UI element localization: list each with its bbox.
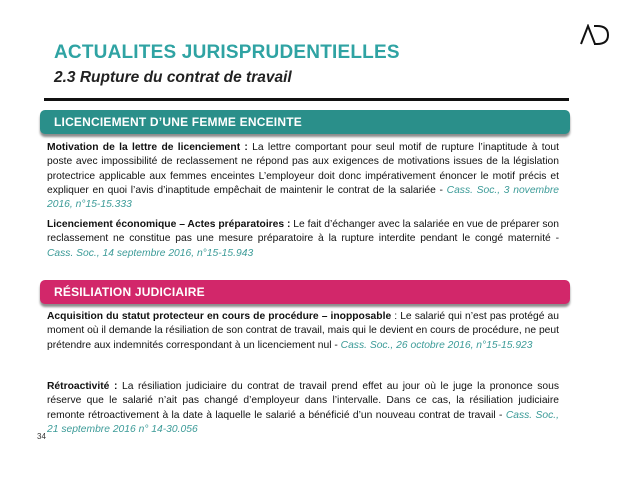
paragraph-protected-status bbox=[47, 310, 559, 353]
paragraph-lead: Acquisition du statut protecteur en cours de procédure – inopposable bbox=[47, 311, 392, 322]
paragraph-body: La lettre comportant pour seul motif de rupture l’inaptitude à tout poste avec impossibilité de reclassement ne répond pas aux exigences de motivations issues de la législation protectrice applicable aux femmes enceintes L’employeur doit donc impérativement énoncer le motif précis et expliquer en quoi l’avis d’inaptitude empêchait de maintenir le contrat de la salariée - bbox=[47, 142, 559, 196]
paragraph-economic-dismissal bbox=[47, 218, 559, 261]
paragraph-lead: Motivation de la lettre de licenciement : bbox=[47, 142, 248, 153]
title-divider bbox=[44, 98, 569, 101]
case-citation: Cass. Soc., 3 novembre 2016, n°15-15.333 bbox=[47, 184, 559, 211]
paragraph-lead: Licenciement économique – Actes préparatoires : bbox=[47, 219, 291, 230]
page-title: ACTUALITES JURISPRUDENTIELLES bbox=[54, 42, 400, 63]
paragraph-dismissal-letter bbox=[47, 141, 559, 212]
page-number: 34 bbox=[37, 432, 46, 441]
paragraph-lead: Rétroactivité : bbox=[47, 381, 118, 392]
paragraph-retroactivity bbox=[47, 380, 559, 437]
case-citation: Cass. Soc., 14 septembre 2016, n°15-15.943 bbox=[47, 247, 254, 259]
paragraph-body: Le fait d’échanger avec la salariée en vue de préparer son reclassement ne constitue pas une mesure préparatoire à la rupture interdite pendant le congé maternité - bbox=[47, 219, 559, 245]
section-heading-judicial-termination: RÉSILIATION JUDICIAIRE bbox=[40, 280, 570, 304]
paragraph-body: : Le salarié qui n’est pas protégé au moment où il demande la résiliation de son contrat de travail, mais qui le devient en cours de procédure, ne peut prétendre aux indemnités correspondant à un licenciement nul - bbox=[47, 311, 559, 351]
case-citation: Cass. Soc., 26 octobre 2016, n°15-15.923 bbox=[340, 339, 533, 351]
paragraph-body: La résiliation judiciaire du contrat de travail prend effet au jour où le juge la prononce sous réserve que le salarié n’ait pas changé d’employeur dans l’intervalle. Dans ce cas, la résiliation judiciaire remonte rétroactivement à la date à laquelle le salarié a bénéficié d’un nouveau contrat de travail - bbox=[47, 381, 560, 421]
case-citation: Cass. Soc., 21 septembre 2016 n° 14-30.056 bbox=[47, 409, 559, 435]
section-heading-pregnancy-dismissal: LICENCIEMENT D’UNE FEMME ENCEINTE bbox=[40, 110, 570, 134]
brand-logo bbox=[580, 24, 610, 46]
page-subtitle: 2.3 Rupture du contrat de travail bbox=[54, 69, 292, 86]
